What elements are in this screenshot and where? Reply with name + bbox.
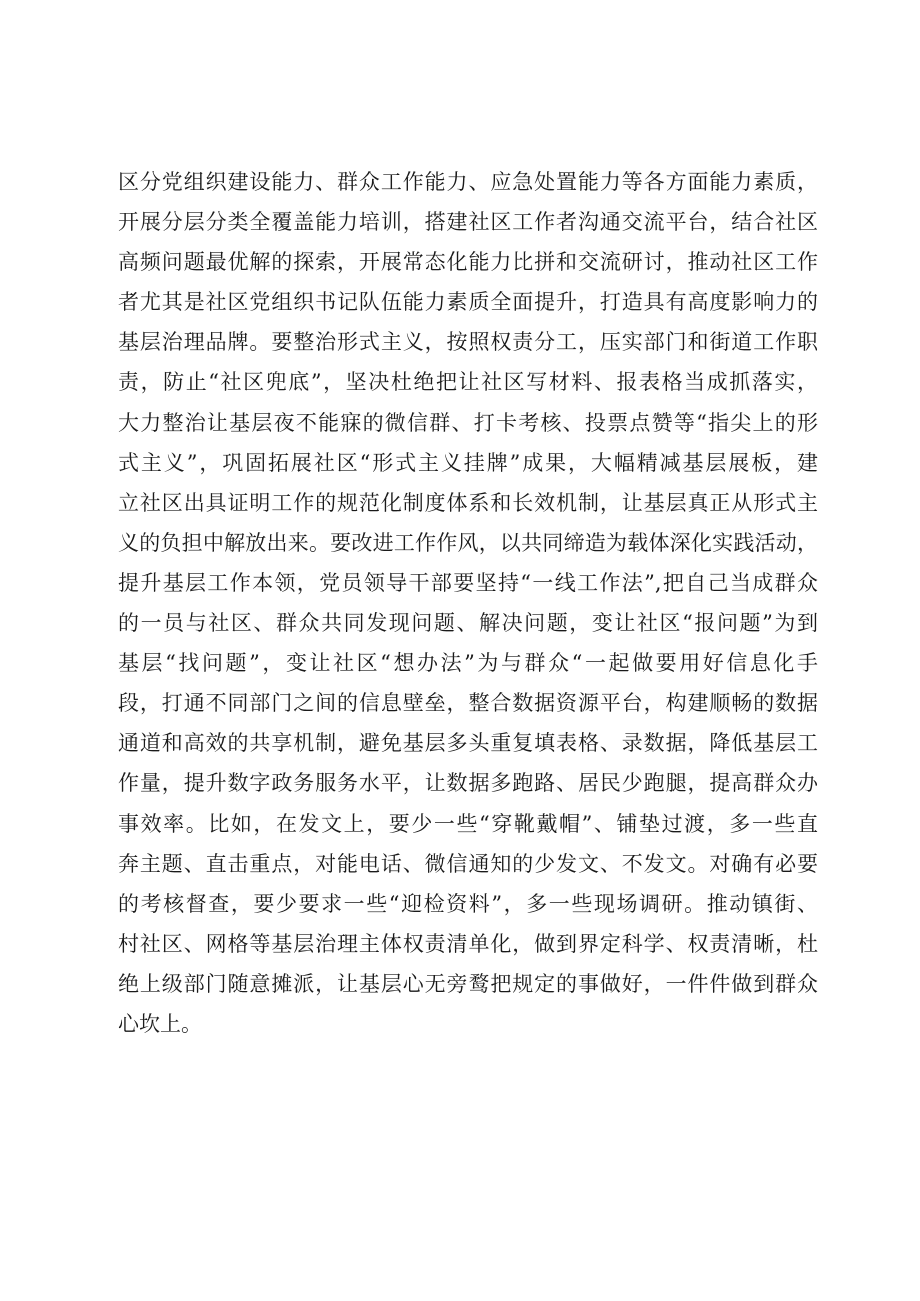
text-line: 区分党组织建设能力、群众工作能力、应急处置能力等各方面能力素质， (118, 170, 818, 194)
text-line: 责，防止“社区兜底”，坚决杜绝把让社区写材料、报表格当成抓落实， (118, 370, 818, 395)
text-line: 基层“找问题”，变让社区“想办法”为与群众“一起做要用好信息化手 (118, 651, 818, 676)
text-line: 立社区出具证明工作的规范化制度体系和长效机制，让基层真正从形式主 (118, 490, 818, 515)
text-line: 的一员与社区、群众共同发现问题、解决问题，变让社区“报问题”为到 (118, 611, 818, 636)
text-line: 提升基层工作本领，党员领导干部要坚持“一线工作法”,把自己当成群众 (118, 570, 818, 595)
text-line: 义的负担中解放出来。要改进工作作风，以共同缔造为载体深化实践活动， (118, 530, 818, 555)
text-line-last: 心坎上。 (118, 1011, 202, 1036)
text-line: 式主义”，巩固拓展社区“形式主义挂牌”成果，大幅精减基层展板，建 (118, 450, 818, 475)
text-line: 通道和高效的共享机制，避免基层多头重复填表格、录数据，降低基层工 (118, 731, 818, 756)
text-line: 高频问题最优解的探索，开展常态化能力比拼和交流研讨，推动社区工作 (118, 250, 818, 275)
text-line: 村社区、网格等基层治理主体权责清单化，做到界定科学、权责清晰，杜 (118, 931, 818, 956)
text-line: 大力整治让基层夜不能寐的微信群、打卡考核、投票点赞等“指尖上的形 (118, 410, 818, 435)
text-line: 事效率。比如，在发文上，要少一些“穿靴戴帽”、铺垫过渡，多一些直 (118, 811, 818, 836)
text-line: 作量，提升数字政务服务水平，让数据多跑路、居民少跑腿，提高群众办 (118, 771, 818, 796)
text-line: 奔主题、直击重点，对能电话、微信通知的少发文、不发文。对确有必要 (118, 851, 818, 876)
text-line: 基层治理品牌。要整治形式主义，按照权责分工，压实部门和街道工作职 (118, 330, 818, 355)
text-line: 段，打通不同部门之间的信息壁垒，整合数据资源平台，构建顺畅的数据 (118, 691, 818, 716)
text-line: 开展分层分类全覆盖能力培训，搭建社区工作者沟通交流平台，结合社区 (118, 210, 818, 235)
text-line: 者尤其是社区党组织书记队伍能力素质全面提升，打造具有高度影响力的 (118, 290, 818, 315)
body-paragraph (118, 162, 818, 1044)
text-line: 的考核督查，要少要求一些“迎检资料”，多一些现场调研。推动镇街、 (118, 891, 818, 916)
text-line: 绝上级部门随意摊派，让基层心无旁鹜把规定的事做好，一件件做到群众 (118, 971, 818, 996)
